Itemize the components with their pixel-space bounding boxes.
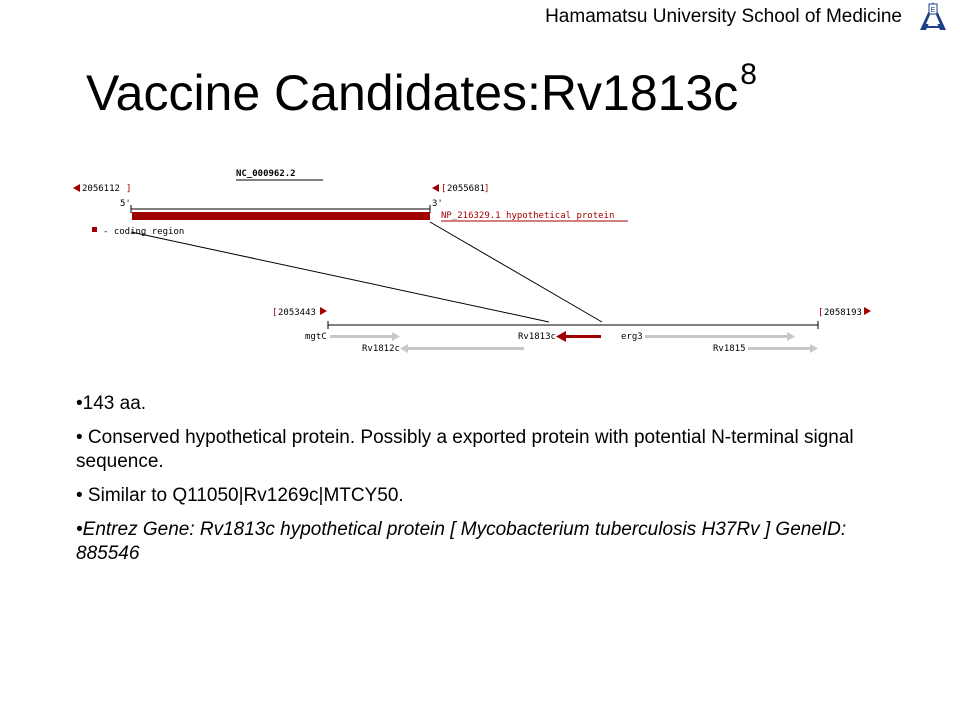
bottom-right-bracket: [ [818, 308, 824, 318]
bullet-list [76, 392, 866, 576]
bullet-item: •143 aa. [76, 393, 147, 414]
zoom-line-left [131, 232, 549, 322]
top-right-bracket-open: [ [441, 184, 447, 194]
gene-arrow-Rv1812c [407, 347, 524, 350]
gene-arrowhead-Rv1815-icon [810, 344, 818, 353]
gene-arrowhead-Rv1812c-icon [400, 344, 408, 353]
coding-region-bar [132, 212, 430, 220]
top-left-arrow-icon [73, 184, 80, 192]
slide-title-superscript: 8 [740, 58, 757, 91]
zoom-line-right [430, 222, 602, 322]
top-right-coord: 2055681 [447, 184, 485, 194]
five-prime-label: 5' [120, 199, 131, 209]
bottom-left-coord: 2053443 [278, 308, 316, 318]
gene-arrowhead-erg3-icon [787, 332, 795, 341]
gene-label-mgtC: mgtC [305, 332, 327, 342]
slide-title-text: Vaccine Candidates:Rv1813c [86, 65, 739, 121]
bullet-item: • Conserved hypothetical protein. Possibly a exported protein with potential N-terminal signal sequence. [76, 427, 854, 472]
gene-label-Rv1815: Rv1815 [713, 344, 746, 354]
slide-title [86, 58, 757, 122]
gene-diagram [0, 150, 960, 380]
legend-swatch [92, 227, 97, 232]
bullet-item: •Entrez Gene: Rv1813c hypothetical protein [ Mycobacterium tuberculosis H37Rv ] GeneID: 885546 [76, 519, 847, 564]
gene-label-Rv1812c: Rv1812c [362, 344, 400, 354]
gene-arrow-erg3 [645, 335, 787, 338]
bottom-left-bracket: [ [272, 308, 278, 318]
gene-label-Rv1813c: Rv1813c [518, 332, 556, 342]
gene-arrow-Rv1813c [565, 335, 601, 338]
top-right-arrow-icon [432, 184, 439, 192]
gene-label-erg3: erg3 [621, 332, 643, 342]
svg-text:E: E [930, 7, 936, 14]
bottom-right-arrow-icon [864, 307, 871, 315]
gene-arrow-mgtC [330, 335, 392, 338]
accession-label: NC_000962.2 [236, 169, 296, 179]
gene-arrowhead-Rv1813c-icon [556, 331, 566, 342]
header-institution: Hamamatsu University School of Medicine [545, 6, 902, 27]
legend-label: - coding region [103, 227, 185, 237]
three-prime-label: 3' [432, 199, 443, 209]
top-left-bracket: ] [126, 184, 132, 194]
bottom-right-coord: 2058193 [824, 308, 862, 318]
top-right-bracket: ] [484, 184, 490, 194]
university-emblem-icon [916, 0, 950, 34]
top-left-coord: 2056112 [82, 184, 120, 194]
bottom-left-arrow-icon [320, 307, 327, 315]
bullet-item: • Similar to Q11050|Rv1269c|MTCY50. [76, 485, 404, 506]
gene-arrowhead-mgtC-icon [392, 332, 400, 341]
gene-arrow-Rv1815 [748, 347, 810, 350]
protein-label: NP_216329.1 hypothetical protein [441, 211, 615, 221]
